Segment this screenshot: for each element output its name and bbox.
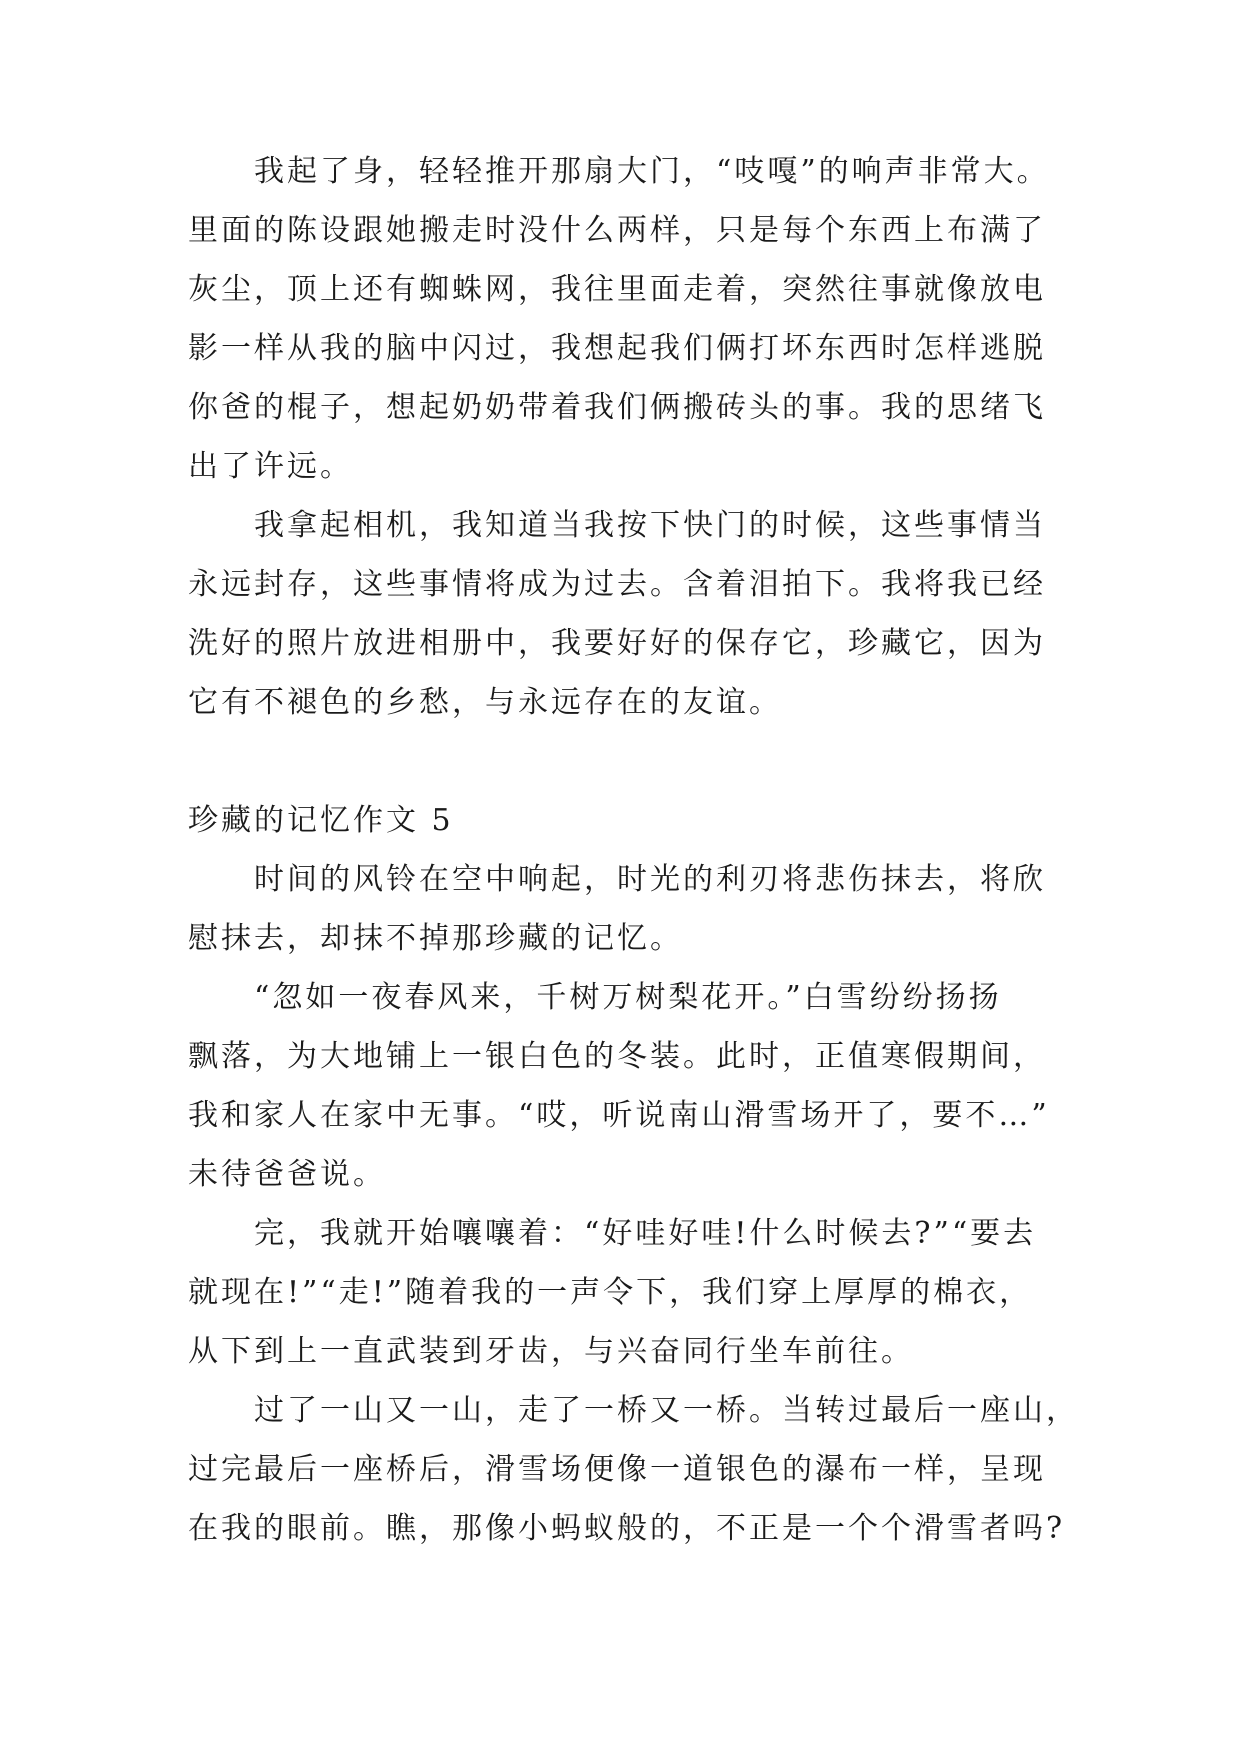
section-heading: 珍藏的记忆作文 5: [188, 803, 454, 838]
paragraph-line: 它有不褪色的乡愁，与永远存在的友谊。: [188, 685, 782, 720]
paragraph-line: 过了一山又一山，走了一桥又一桥。当转过最后一座山，: [254, 1393, 1079, 1428]
paragraph-line: 我和家人在家中无事。“哎，听说南山滑雪场开了，要不…”: [188, 1098, 1050, 1133]
paragraph-line: 影一样从我的脑中闪过，我想起我们俩打坏东西时怎样逃脱: [188, 331, 1046, 366]
section-spacer: [188, 732, 1058, 791]
paragraph-line: 出了许远。: [188, 449, 353, 484]
paragraph-line: 过完最后一座桥后，滑雪场便像一道银色的瀑布一样，呈现: [188, 1452, 1046, 1487]
paragraph-line: 我起了身，轻轻推开那扇大门，“吱嘎”的响声非常大。: [254, 154, 1050, 189]
paragraph-line: “忽如一夜春风来，千树万树梨花开。”白雪纷纷扬扬: [254, 980, 1002, 1015]
paragraph-line: 永远封存，这些事情将成为过去。含着泪拍下。我将我已经: [188, 567, 1046, 602]
paragraph-line: 你爸的棍子，想起奶奶带着我们俩搬砖头的事。我的思绪飞: [188, 390, 1046, 425]
paragraph-line: 洗好的照片放进相册中，我要好好的保存它，珍藏它，因为: [188, 626, 1046, 661]
paragraph-line: 慰抹去，却抹不掉那珍藏的记忆。: [188, 921, 683, 956]
paragraph-line: 就现在!”“走!”随着我的一声令下，我们穿上厚厚的棉衣，: [188, 1275, 1033, 1310]
paragraph-line: 飘落，为大地铺上一银白色的冬装。此时，正值寒假期间，: [188, 1039, 1046, 1074]
paragraph-line: 灰尘，顶上还有蜘蛛网，我往里面走着，突然往事就像放电: [188, 272, 1046, 307]
paragraph-line: 在我的眼前。瞧，那像小蚂蚁般的，不正是一个个滑雪者吗?: [188, 1511, 1066, 1546]
paragraph-line: 完，我就开始嚷嚷着：“好哇好哇!什么时候去?”“要去: [254, 1216, 1037, 1251]
paragraph-line: 从下到上一直武装到牙齿，与兴奋同行坐车前往。: [188, 1334, 914, 1369]
paragraph-line: 里面的陈设跟她搬走时没什么两样，只是每个东西上布满了: [188, 213, 1046, 248]
paragraph-line: 时间的风铃在空中响起，时光的利刃将悲伤抹去，将欣: [254, 862, 1046, 897]
document-page: [188, 142, 1079, 1558]
paragraph-line: 未待爸爸说。: [188, 1157, 386, 1192]
paragraph-line: 我拿起相机，我知道当我按下快门的时候，这些事情当: [254, 508, 1046, 543]
